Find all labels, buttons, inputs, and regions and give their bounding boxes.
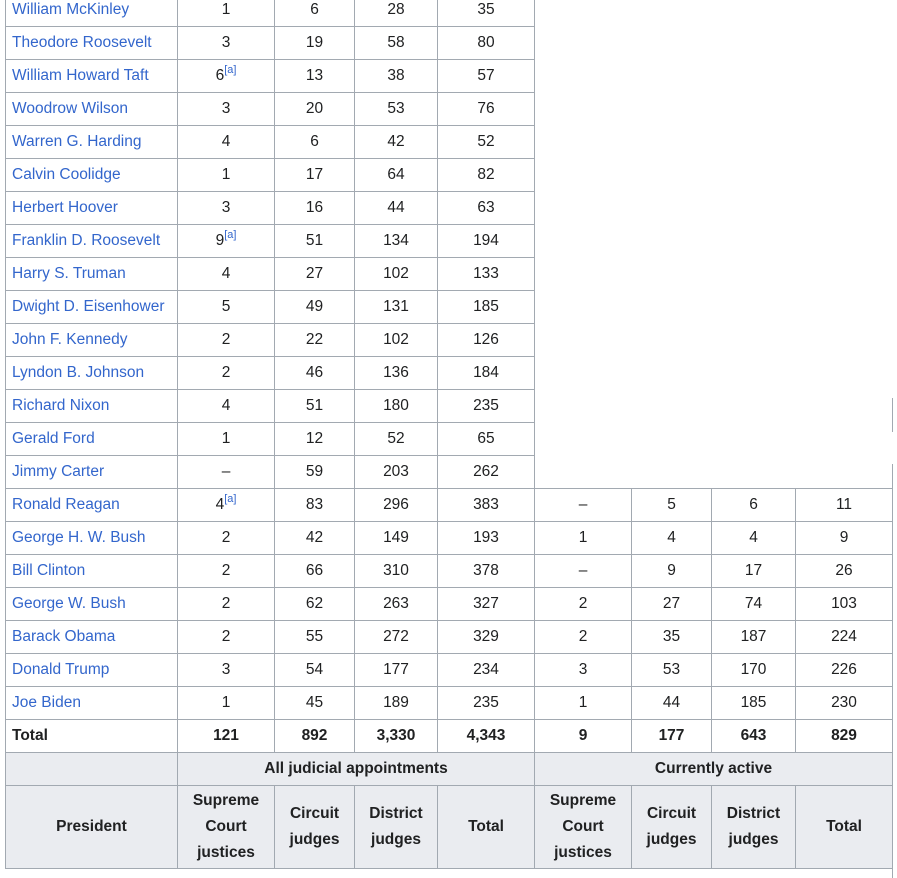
circuit-count: 6 <box>275 0 355 27</box>
supreme-court-count <box>178 522 275 555</box>
table-row <box>6 621 893 654</box>
district-count: 177 <box>355 654 438 687</box>
president-link[interactable]: Joe Biden <box>12 694 81 711</box>
president-cell <box>6 324 178 357</box>
total-count: 57 <box>438 60 535 93</box>
supreme-court-value: 1 <box>221 166 231 183</box>
column-header-supreme-court[interactable]: Supreme Court justices <box>178 786 275 869</box>
empty-active-cell <box>535 93 893 126</box>
footnote-link[interactable]: [a] <box>224 64 237 76</box>
district-count: 58 <box>355 27 438 60</box>
column-header-active-circuit[interactable]: Circuit judges <box>632 786 712 869</box>
president-link[interactable]: Jimmy Carter <box>12 463 105 480</box>
empty-active-cell <box>535 258 893 291</box>
footer-blank-cell <box>6 753 178 786</box>
empty-active-cell <box>535 27 893 60</box>
column-header-district[interactable]: District judges <box>355 786 438 869</box>
total-active-circuit: 177 <box>632 720 712 753</box>
supreme-court-count <box>178 654 275 687</box>
supreme-court-value: 5 <box>221 298 231 315</box>
table-row <box>6 60 893 93</box>
total-supreme-court: 121 <box>178 720 275 753</box>
total-count: 329 <box>438 621 535 654</box>
supreme-court-count <box>178 60 275 93</box>
table-row <box>6 192 893 225</box>
district-count: 296 <box>355 489 438 522</box>
president-link[interactable]: Gerald Ford <box>12 430 95 447</box>
supreme-court-value: 2 <box>221 562 231 579</box>
president-link[interactable]: Richard Nixon <box>12 397 110 414</box>
president-link[interactable]: Woodrow Wilson <box>12 100 129 117</box>
group-header-all-appointments: All judicial appointments <box>178 753 535 786</box>
supreme-court-count <box>178 456 275 489</box>
supreme-court-count <box>178 291 275 324</box>
supreme-court-value: 2 <box>221 331 231 348</box>
president-cell <box>6 390 178 423</box>
president-cell <box>6 555 178 588</box>
president-cell <box>6 687 178 720</box>
president-cell <box>6 126 178 159</box>
president-cell <box>6 225 178 258</box>
active-district-count: 4 <box>712 522 796 555</box>
table-row <box>6 357 893 390</box>
supreme-court-value: 4 <box>221 265 231 282</box>
adjacent-table-edge <box>892 398 893 432</box>
supreme-court-count <box>178 357 275 390</box>
total-count: 184 <box>438 357 535 390</box>
president-cell <box>6 621 178 654</box>
active-total-count: 11 <box>796 489 893 522</box>
active-supreme-court-count: 2 <box>535 588 632 621</box>
president-link[interactable]: Theodore Roosevelt <box>12 34 152 51</box>
president-link[interactable]: Barack Obama <box>12 628 116 645</box>
total-row <box>6 720 893 753</box>
active-total-count: 103 <box>796 588 893 621</box>
total-all: 4,343 <box>438 720 535 753</box>
supreme-court-value: 2 <box>221 364 231 381</box>
district-count: 134 <box>355 225 438 258</box>
active-supreme-court-count: 1 <box>535 522 632 555</box>
president-cell <box>6 456 178 489</box>
total-count: 235 <box>438 687 535 720</box>
supreme-court-count <box>178 324 275 357</box>
district-count: 263 <box>355 588 438 621</box>
column-header-president[interactable]: President <box>6 786 178 869</box>
total-count: 52 <box>438 126 535 159</box>
table-row <box>6 687 893 720</box>
empty-active-cell <box>535 357 893 390</box>
president-cell <box>6 423 178 456</box>
empty-active-cell <box>535 456 893 489</box>
table-row <box>6 522 893 555</box>
district-count: 64 <box>355 159 438 192</box>
empty-active-cell <box>535 291 893 324</box>
president-cell <box>6 291 178 324</box>
supreme-court-count <box>178 192 275 225</box>
district-count: 53 <box>355 93 438 126</box>
total-active-all: 829 <box>796 720 893 753</box>
total-count: 76 <box>438 93 535 126</box>
president-link[interactable]: George H. W. Bush <box>12 529 146 546</box>
district-count: 52 <box>355 423 438 456</box>
circuit-count: 22 <box>275 324 355 357</box>
supreme-court-count <box>178 27 275 60</box>
empty-active-cell <box>535 390 893 423</box>
supreme-court-value: 3 <box>221 199 231 216</box>
column-header-circuit[interactable]: Circuit judges <box>275 786 355 869</box>
supreme-court-value: 2 <box>221 628 231 645</box>
supreme-court-count <box>178 555 275 588</box>
president-link[interactable]: Lyndon B. Johnson <box>12 364 145 381</box>
total-count: 35 <box>438 0 535 27</box>
footnote-link[interactable]: [a] <box>224 229 237 241</box>
empty-active-cell <box>535 225 893 258</box>
active-supreme-court-count: 2 <box>535 621 632 654</box>
district-count: 189 <box>355 687 438 720</box>
total-count: 185 <box>438 291 535 324</box>
table-row <box>6 0 893 27</box>
total-count: 234 <box>438 654 535 687</box>
table-row <box>6 258 893 291</box>
active-total-count: 226 <box>796 654 893 687</box>
district-count: 102 <box>355 324 438 357</box>
footnote-link[interactable]: [a] <box>224 493 237 505</box>
supreme-court-count <box>178 126 275 159</box>
footnote-ref <box>224 229 236 241</box>
footer-column-header-row <box>6 786 893 869</box>
supreme-court-value: 9 <box>215 232 225 249</box>
table-row <box>6 489 893 522</box>
supreme-court-count <box>178 225 275 258</box>
active-circuit-count: 4 <box>632 522 712 555</box>
district-count: 44 <box>355 192 438 225</box>
circuit-count: 83 <box>275 489 355 522</box>
supreme-court-count <box>178 159 275 192</box>
circuit-count: 46 <box>275 357 355 390</box>
total-count: 65 <box>438 423 535 456</box>
president-cell <box>6 588 178 621</box>
table-row <box>6 27 893 60</box>
total-active-district: 643 <box>712 720 796 753</box>
president-cell <box>6 27 178 60</box>
president-link[interactable]: Warren G. Harding <box>12 133 142 150</box>
district-count: 38 <box>355 60 438 93</box>
active-supreme-court-count: 1 <box>535 687 632 720</box>
total-count: 194 <box>438 225 535 258</box>
president-cell <box>6 60 178 93</box>
district-count: 149 <box>355 522 438 555</box>
supreme-court-value: 2 <box>221 595 231 612</box>
circuit-count: 42 <box>275 522 355 555</box>
supreme-court-value: 3 <box>221 100 231 117</box>
total-district: 3,330 <box>355 720 438 753</box>
active-supreme-court-count: – <box>535 489 632 522</box>
circuit-count: 51 <box>275 390 355 423</box>
active-circuit-count: 9 <box>632 555 712 588</box>
active-district-count: 170 <box>712 654 796 687</box>
district-count: 42 <box>355 126 438 159</box>
active-district-count: 74 <box>712 588 796 621</box>
total-count: 193 <box>438 522 535 555</box>
circuit-count: 19 <box>275 27 355 60</box>
judicial-appointments-table <box>5 0 893 869</box>
supreme-court-value: 2 <box>221 529 231 546</box>
total-count: 378 <box>438 555 535 588</box>
president-cell <box>6 489 178 522</box>
supreme-court-count <box>178 621 275 654</box>
circuit-count: 20 <box>275 93 355 126</box>
president-link[interactable]: Herbert Hoover <box>12 199 118 216</box>
supreme-court-count <box>178 390 275 423</box>
footnote-ref <box>224 493 236 505</box>
president-link[interactable]: Donald Trump <box>12 661 110 678</box>
total-count: 80 <box>438 27 535 60</box>
president-cell <box>6 93 178 126</box>
supreme-court-value: – <box>221 463 231 480</box>
empty-active-cell <box>535 423 893 456</box>
active-circuit-count: 27 <box>632 588 712 621</box>
footer-group-header-row <box>6 753 893 786</box>
circuit-count: 49 <box>275 291 355 324</box>
district-count: 203 <box>355 456 438 489</box>
active-district-count: 187 <box>712 621 796 654</box>
circuit-count: 27 <box>275 258 355 291</box>
empty-active-cell <box>535 324 893 357</box>
total-count: 126 <box>438 324 535 357</box>
active-supreme-court-count: – <box>535 555 632 588</box>
district-count: 131 <box>355 291 438 324</box>
active-district-count: 185 <box>712 687 796 720</box>
active-circuit-count: 5 <box>632 489 712 522</box>
active-circuit-count: 53 <box>632 654 712 687</box>
circuit-count: 45 <box>275 687 355 720</box>
president-cell <box>6 159 178 192</box>
circuit-count: 51 <box>275 225 355 258</box>
supreme-court-count <box>178 0 275 27</box>
president-cell <box>6 522 178 555</box>
total-count: 262 <box>438 456 535 489</box>
column-header-active-district[interactable]: District judges <box>712 786 796 869</box>
adjacent-table-edge <box>892 464 893 878</box>
supreme-court-value: 4 <box>221 133 231 150</box>
total-circuit: 892 <box>275 720 355 753</box>
table-footer-section <box>6 720 893 869</box>
district-count: 272 <box>355 621 438 654</box>
supreme-court-value: 4 <box>221 397 231 414</box>
district-count: 102 <box>355 258 438 291</box>
total-count: 82 <box>438 159 535 192</box>
table-row <box>6 324 893 357</box>
circuit-count: 16 <box>275 192 355 225</box>
supreme-court-count <box>178 588 275 621</box>
president-link[interactable]: John F. Kennedy <box>12 331 128 348</box>
total-active-supreme-court: 9 <box>535 720 632 753</box>
circuit-count: 17 <box>275 159 355 192</box>
circuit-count: 13 <box>275 60 355 93</box>
president-link[interactable]: William McKinley <box>12 1 130 18</box>
president-link[interactable]: Harry S. Truman <box>12 265 126 282</box>
district-count: 180 <box>355 390 438 423</box>
empty-active-cell <box>535 0 893 27</box>
total-count: 235 <box>438 390 535 423</box>
table-row <box>6 126 893 159</box>
active-circuit-count: 44 <box>632 687 712 720</box>
judicial-appointments-table-wrapper <box>5 0 893 869</box>
circuit-count: 62 <box>275 588 355 621</box>
table-row <box>6 225 893 258</box>
president-link[interactable]: William Howard Taft <box>12 67 149 84</box>
column-header-total[interactable]: Total <box>438 786 535 869</box>
active-total-count: 9 <box>796 522 893 555</box>
active-total-count: 224 <box>796 621 893 654</box>
president-cell <box>6 0 178 27</box>
supreme-court-value: 1 <box>221 694 231 711</box>
president-link[interactable]: Dwight D. Eisenhower <box>12 298 165 315</box>
president-cell <box>6 357 178 390</box>
column-header-active-supreme-court[interactable]: Supreme Court justices <box>535 786 632 869</box>
circuit-count: 54 <box>275 654 355 687</box>
table-body <box>6 0 893 720</box>
total-count: 133 <box>438 258 535 291</box>
total-label: Total <box>6 720 178 753</box>
table-row <box>6 390 893 423</box>
active-supreme-court-count: 3 <box>535 654 632 687</box>
supreme-court-value: 6 <box>215 67 225 84</box>
supreme-court-value: 3 <box>221 661 231 678</box>
total-count: 327 <box>438 588 535 621</box>
column-header-active-total[interactable]: Total <box>796 786 893 869</box>
table-row <box>6 93 893 126</box>
empty-active-cell <box>535 60 893 93</box>
group-header-currently-active: Currently active <box>535 753 893 786</box>
circuit-count: 12 <box>275 423 355 456</box>
empty-active-cell <box>535 126 893 159</box>
president-link[interactable]: George W. Bush <box>12 595 126 612</box>
district-count: 28 <box>355 0 438 27</box>
supreme-court-value: 4 <box>215 496 225 513</box>
district-count: 310 <box>355 555 438 588</box>
president-cell <box>6 192 178 225</box>
circuit-count: 59 <box>275 456 355 489</box>
district-count: 136 <box>355 357 438 390</box>
circuit-count: 55 <box>275 621 355 654</box>
active-district-count: 17 <box>712 555 796 588</box>
table-row <box>6 654 893 687</box>
president-link[interactable]: Calvin Coolidge <box>12 166 121 183</box>
president-link[interactable]: Bill Clinton <box>12 562 86 579</box>
table-row <box>6 291 893 324</box>
circuit-count: 66 <box>275 555 355 588</box>
table-row <box>6 456 893 489</box>
circuit-count: 6 <box>275 126 355 159</box>
supreme-court-value: 1 <box>221 1 231 18</box>
empty-active-cell <box>535 192 893 225</box>
supreme-court-count <box>178 489 275 522</box>
active-total-count: 230 <box>796 687 893 720</box>
table-row <box>6 555 893 588</box>
footnote-ref <box>224 64 236 76</box>
president-link[interactable]: Franklin D. Roosevelt <box>12 232 161 249</box>
president-cell <box>6 654 178 687</box>
total-count: 63 <box>438 192 535 225</box>
empty-active-cell <box>535 159 893 192</box>
supreme-court-count <box>178 687 275 720</box>
table-row <box>6 588 893 621</box>
total-count: 383 <box>438 489 535 522</box>
supreme-court-value: 3 <box>221 34 231 51</box>
president-link[interactable]: Ronald Reagan <box>12 496 120 513</box>
table-row <box>6 423 893 456</box>
active-circuit-count: 35 <box>632 621 712 654</box>
table-row <box>6 159 893 192</box>
active-total-count: 26 <box>796 555 893 588</box>
president-cell <box>6 258 178 291</box>
active-district-count: 6 <box>712 489 796 522</box>
supreme-court-count <box>178 258 275 291</box>
supreme-court-count <box>178 93 275 126</box>
supreme-court-count <box>178 423 275 456</box>
supreme-court-value: 1 <box>221 430 231 447</box>
